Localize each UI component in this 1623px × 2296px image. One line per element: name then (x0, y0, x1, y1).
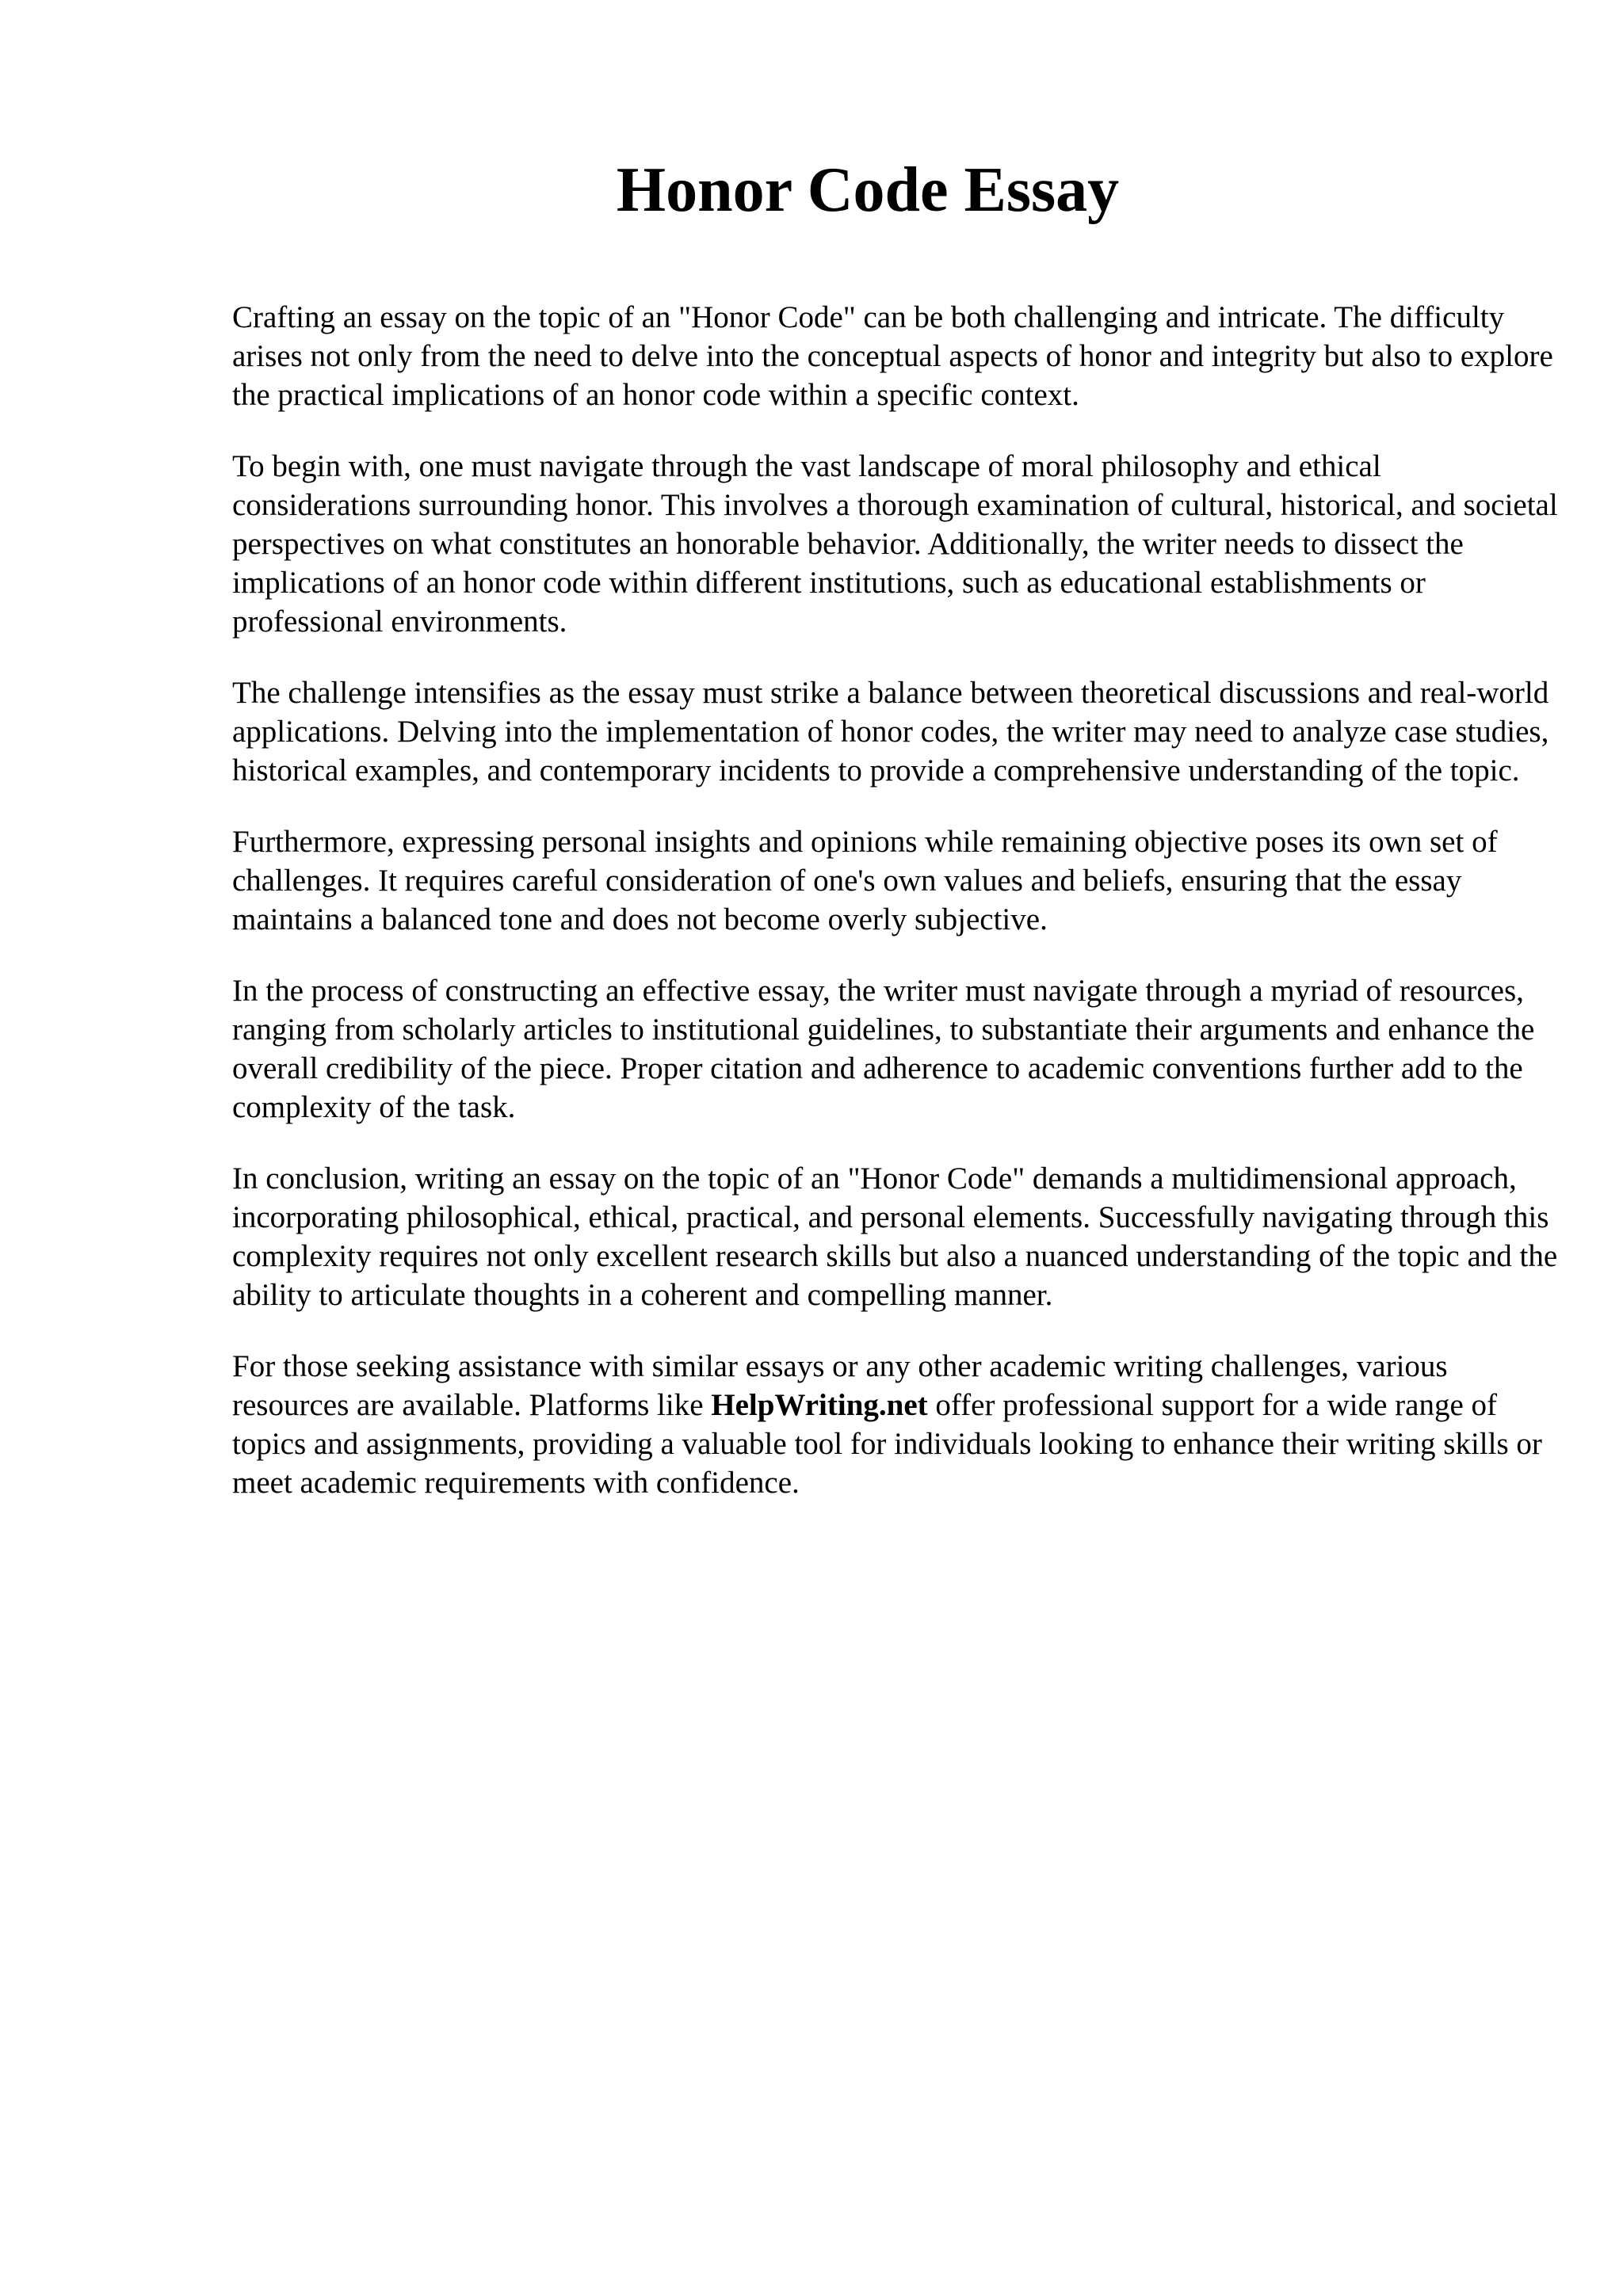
paragraph-5: In the process of constructing an effective essay, the writer must navigate through a myriad of resources, ranging from scholarly articles to institutional guidelines, to substantiate their arguments and enhance the overall credibility of the piece. Proper citation and adherence to academic conventions further add to the complexity of the task. (232, 974, 1535, 1124)
paragraph-4: Furthermore, expressing personal insights and opinions while remaining objective poses its own set of challenges. It requires careful consideration of one's own values and beliefs, ensuring that the essay maintains a balanced tone and does not become overly subjective. (232, 825, 1498, 936)
paragraph-2: To begin with, one must navigate through the vast landscape of moral philosophy and ethical considerations surrounding honor. This involves a thorough examination of cultural, historical, and societal perspectives on what constitutes an honorable behavior. Additionally, the writer needs to dissect the implications of an honor code within different institutions, such as educational establishments or professional environments. (232, 449, 1558, 639)
paragraph-7-after: offer professional support for a wide range of topics and assignments, providing a valuable tool for individuals looking to enhance their writing skills or meet academic requirements with confidence. (232, 1388, 1542, 1500)
paragraph-7 (232, 1347, 1564, 1502)
document-body (232, 298, 1564, 1535)
paragraph-1: Crafting an essay on the topic of an "Honor Code" can be both challenging and intricate. The difficulty arises not only from the need to delve into the conceptual aspects of honor and integrity but also to explore the practical implications of an honor code within a specific context. (232, 300, 1553, 412)
helpwriting-link[interactable]: HelpWriting.net (711, 1388, 928, 1422)
document-title: Honor Code Essay (616, 155, 1120, 225)
paragraph-3: The challenge intensifies as the essay must strike a balance between theoretical discussions and real-world applications. Delving into the implementation of honor codes, the writer may need to analyze case studies, historical examples, and contemporary incidents to provide a comprehensive understanding of the topic. (232, 676, 1549, 788)
paragraph-7-before: For those seeking assistance with similar essays or any other academic writing challenges, various resources are available. Platforms like (232, 1349, 1448, 1422)
paragraph-6: In conclusion, writing an essay on the topic of an "Honor Code" demands a multidimensional approach, incorporating philosophical, ethical, practical, and personal elements. Successfully navigating through this complexity requires not only excellent research skills but also a nuanced understanding of the topic and the ability to articulate thoughts in a coherent and compelling manner. (232, 1161, 1558, 1312)
